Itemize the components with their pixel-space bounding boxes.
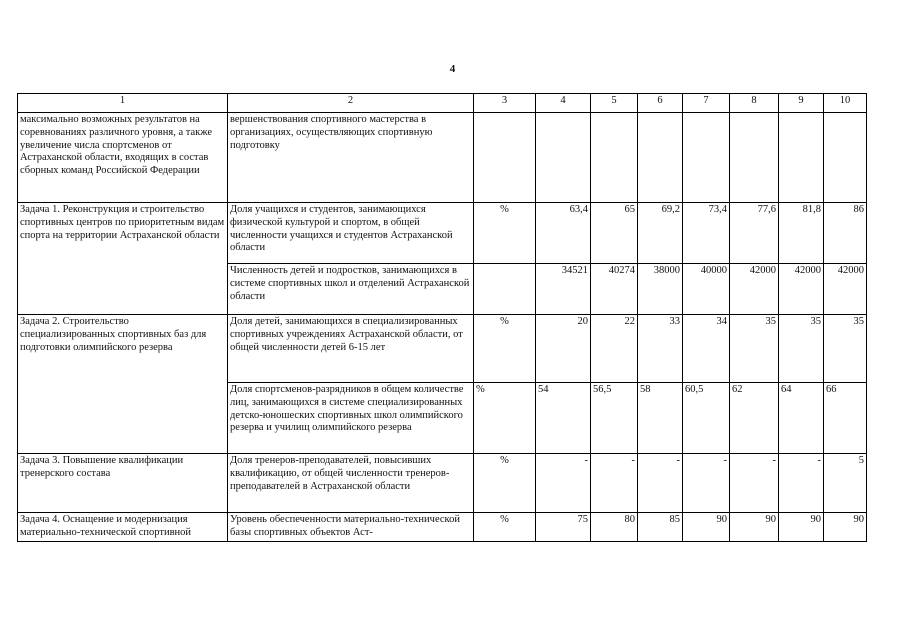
- unit-cell: %: [474, 513, 536, 542]
- value-cell: 35: [779, 315, 824, 383]
- indicator-cell: Уровень обеспеченности материально-технической базы спортивных объектов Аст-: [228, 513, 474, 542]
- header-cell: 2: [228, 94, 474, 113]
- header-cell: 3: [474, 94, 536, 113]
- value-cell: -: [683, 454, 730, 513]
- unit-cell: [474, 264, 536, 315]
- task-cell: Задача 1. Реконструкция и строительство спортивных центров по приоритетным видам спорта на территории Астраханской области: [18, 203, 228, 315]
- value-cell: 20: [536, 315, 591, 383]
- value-cell: [824, 113, 867, 203]
- value-cell: 33: [638, 315, 683, 383]
- value-cell: 69,2: [638, 203, 683, 264]
- table-row: [18, 315, 867, 383]
- value-cell: 40000: [683, 264, 730, 315]
- indicator-cell: Численность детей и подростков, занимающихся в системе спортивных школ и отделений Астраханской области: [228, 264, 474, 315]
- value-cell: -: [779, 454, 824, 513]
- unit-cell: [474, 113, 536, 203]
- value-cell: 54: [536, 383, 591, 454]
- value-cell: 64: [779, 383, 824, 454]
- table-row: [18, 203, 867, 264]
- indicator-cell: Доля учащихся и студентов, занимающихся физической культурой и спортом, в общей численности учащихся и студентов Астраханской области: [228, 203, 474, 264]
- value-cell: 81,8: [779, 203, 824, 264]
- value-cell: 63,4: [536, 203, 591, 264]
- value-cell: 60,5: [683, 383, 730, 454]
- value-cell: -: [638, 454, 683, 513]
- indicators-table: [17, 93, 867, 542]
- value-cell: 58: [638, 383, 683, 454]
- header-cell: 5: [591, 94, 638, 113]
- value-cell: 90: [824, 513, 867, 542]
- value-cell: 77,6: [730, 203, 779, 264]
- value-cell: [591, 113, 638, 203]
- value-cell: -: [591, 454, 638, 513]
- value-cell: 65: [591, 203, 638, 264]
- task-cell: максимально возможных результатов на соревнованиях различного уровня, а также увеличение числа спортсменов от Астраханской области, входящих в состав сборных команд Российской Федерации: [18, 113, 228, 203]
- header-cell: 7: [683, 94, 730, 113]
- value-cell: 34: [683, 315, 730, 383]
- unit-cell: %: [474, 383, 536, 454]
- indicator-cell: Доля тренеров-преподавателей, повысивших квалификацию, от общей численности тренеров-преподавателей в Астраханской области: [228, 454, 474, 513]
- value-cell: 90: [683, 513, 730, 542]
- value-cell: 35: [730, 315, 779, 383]
- page-number: 4: [449, 63, 456, 75]
- value-cell: 42000: [730, 264, 779, 315]
- task-cell: Задача 3. Повышение квалификации тренерского состава: [18, 454, 228, 513]
- header-cell: 6: [638, 94, 683, 113]
- value-cell: 42000: [824, 264, 867, 315]
- value-cell: 34521: [536, 264, 591, 315]
- value-cell: 73,4: [683, 203, 730, 264]
- header-cell: 8: [730, 94, 779, 113]
- unit-cell: %: [474, 203, 536, 264]
- table-row: [18, 454, 867, 513]
- indicator-cell: Доля спортсменов-разрядников в общем количестве лиц, занимающихся в системе специализированных детско-юношеских спортивных школ олимпийского резерва и училищ олимпийского резерва: [228, 383, 474, 454]
- header-cell: 4: [536, 94, 591, 113]
- value-cell: 85: [638, 513, 683, 542]
- header-cell: 1: [18, 94, 228, 113]
- header-cell: 10: [824, 94, 867, 113]
- task-cell: Задача 2. Строительство специализированных спортивных баз для подготовки олимпийского резерва: [18, 315, 228, 454]
- value-cell: 62: [730, 383, 779, 454]
- unit-cell: %: [474, 454, 536, 513]
- value-cell: 35: [824, 315, 867, 383]
- value-cell: 42000: [779, 264, 824, 315]
- table-row: [18, 513, 867, 542]
- value-cell: [779, 113, 824, 203]
- value-cell: 80: [591, 513, 638, 542]
- header-cell: 9: [779, 94, 824, 113]
- value-cell: 90: [730, 513, 779, 542]
- value-cell: [536, 113, 591, 203]
- indicator-cell: Доля детей, занимающихся в специализированных спортивных учреждениях Астраханской области, от общей численности детей 6-15 лет: [228, 315, 474, 383]
- value-cell: 90: [779, 513, 824, 542]
- indicator-cell: вершенствования спортивного мастерства в организациях, осуществляющих спортивную подготовку: [228, 113, 474, 203]
- value-cell: 40274: [591, 264, 638, 315]
- value-cell: 22: [591, 315, 638, 383]
- value-cell: 66: [824, 383, 867, 454]
- table-row: [18, 113, 867, 203]
- task-cell: Задача 4. Оснащение и модернизация материально-технической спортивной: [18, 513, 228, 542]
- value-cell: -: [536, 454, 591, 513]
- value-cell: -: [730, 454, 779, 513]
- unit-cell: %: [474, 315, 536, 383]
- header-row: [18, 94, 867, 113]
- value-cell: 75: [536, 513, 591, 542]
- value-cell: 86: [824, 203, 867, 264]
- value-cell: [683, 113, 730, 203]
- value-cell: [638, 113, 683, 203]
- value-cell: 56,5: [591, 383, 638, 454]
- value-cell: [730, 113, 779, 203]
- value-cell: 5: [824, 454, 867, 513]
- value-cell: 38000: [638, 264, 683, 315]
